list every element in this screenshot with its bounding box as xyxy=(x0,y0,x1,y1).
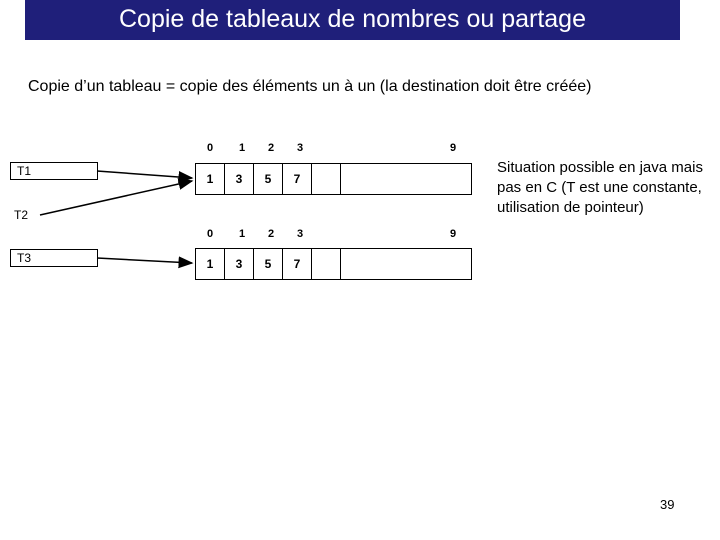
index-1-bottom: 1 xyxy=(238,228,246,240)
array-top-cell: 1 xyxy=(196,164,225,194)
index-1-top: 1 xyxy=(238,142,246,154)
t3-label: T3 xyxy=(17,251,32,265)
t1-label: T1 xyxy=(17,164,32,178)
note-text: Situation possible en java mais pas en C (T est une constante, utilisation de pointeur) xyxy=(497,159,703,216)
array-bottom-cell: 5 xyxy=(254,249,283,279)
index-9-top: 9 xyxy=(449,142,457,154)
array-bottom-cell: 1 xyxy=(196,249,225,279)
index-2-top: 2 xyxy=(267,142,275,154)
index-9-bottom: 9 xyxy=(449,228,457,240)
array-top-cell: 3 xyxy=(225,164,254,194)
arrow-t1-to-array xyxy=(97,171,192,178)
array-top-cell: 7 xyxy=(283,164,312,194)
index-3-bottom: 3 xyxy=(296,228,304,240)
index-2-bottom: 2 xyxy=(267,228,275,240)
index-3-top: 3 xyxy=(296,142,304,154)
array-top-cell: 5 xyxy=(254,164,283,194)
array-bottom-cell: 7 xyxy=(283,249,312,279)
slide-title: Copie de tableaux de nombres ou partage xyxy=(25,0,680,40)
arrow-t2-to-array xyxy=(40,181,192,215)
index-0-bottom: 0 xyxy=(206,228,214,240)
arrow-t3-to-array xyxy=(97,258,192,263)
page-number: 39 xyxy=(660,497,675,512)
subtitle: Copie d’un tableau = copie des éléments un à un (la destination doit être créée) xyxy=(28,78,592,95)
t2-label: T2 xyxy=(14,208,29,222)
index-0-top: 0 xyxy=(206,142,214,154)
array-bottom-cell: 3 xyxy=(225,249,254,279)
